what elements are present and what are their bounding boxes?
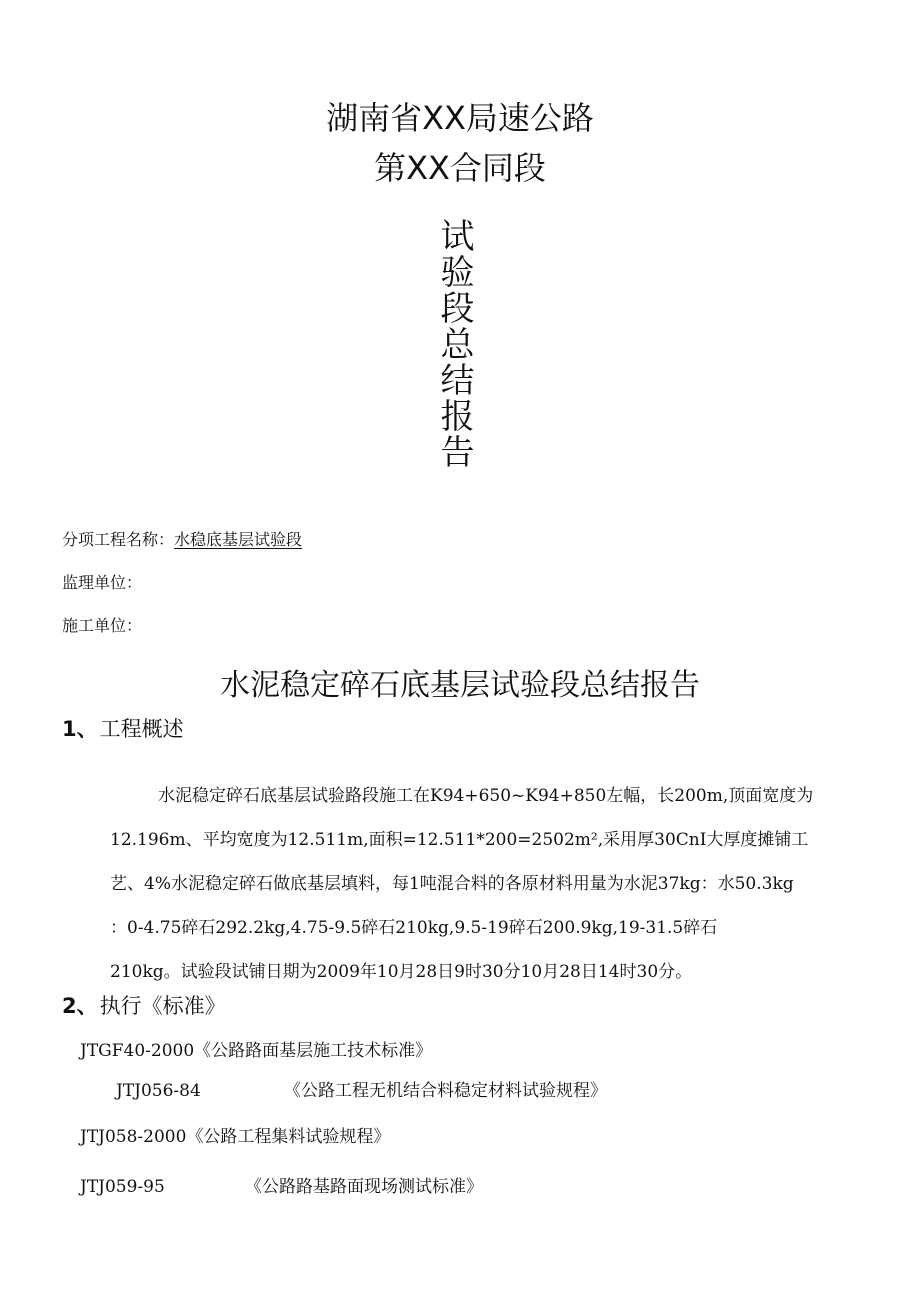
standard-item <box>80 1126 390 1148</box>
standard-name: 《公路路基路面现场测试标准》 <box>245 1177 483 1197</box>
supervisor-label: 监理单位： <box>62 573 143 592</box>
section-1-number: 1、 <box>62 717 98 741</box>
section-2-number: 2、 <box>62 994 98 1018</box>
standard-name: 《公路工程无机结合料稳定材料试验规程》 <box>284 1081 607 1101</box>
supervisor-field <box>62 573 142 593</box>
standard-item <box>116 1080 607 1102</box>
contractor-field <box>62 616 142 636</box>
cover-title-line-2: 第XX合同段 <box>374 149 546 187</box>
section-2-title: 执行《标准》 <box>99 994 226 1018</box>
contractor-label: 施工单位： <box>62 616 143 635</box>
standard-name: 《公路路面基层施工技术标准》 <box>194 1041 433 1061</box>
standard-name: 《公路工程集料试验规程》 <box>186 1127 391 1147</box>
standard-code: JTJ059-95 <box>80 1177 165 1197</box>
paragraph-line: 艺、4%水泥稳定碎石做底基层填料，每1吨混合料的各原材料用量为水泥37kg：水50.3kg <box>110 874 794 894</box>
report-title: 水泥稳定碎石底基层试验段总结报告 <box>220 668 700 703</box>
paragraph-line: ：0-4.75碎石292.2kg,4.75-9.5碎石210kg,9.5-19碎石200.9kg,19-31.5碎石 <box>110 918 718 938</box>
standard-code: JTGF40-2000 <box>80 1041 195 1061</box>
standard-code: JTJ058-2000 <box>80 1127 187 1147</box>
project-overview-paragraph <box>110 774 858 994</box>
paragraph-line: 210kg。试验段试铺日期为2009年10月28日9时30分10月28日14时30分。 <box>110 962 693 982</box>
cover-title-line-1: 湖南省XX局速公路 <box>326 99 594 137</box>
paragraph-line: 水泥稳定碎石底基层试验路段施工在K94+650~K94+850左幅，长200m,顶面宽度为 <box>158 786 814 806</box>
project-name-label: 分项工程名称： <box>62 530 175 549</box>
project-name-field <box>62 530 302 550</box>
standard-code: JTJ056-84 <box>116 1081 201 1101</box>
standard-item <box>80 1040 432 1062</box>
section-1-heading <box>62 716 184 742</box>
vertical-report-title: 试验段总结报告 <box>434 218 474 470</box>
standard-item <box>80 1176 483 1198</box>
section-1-title: 工程概述 <box>99 717 184 741</box>
paragraph-line: 12.196m、平均宽度为12.511m,面积=12.511*200=2502m²,采用厚30CnI大厚度摊铺工 <box>110 830 809 850</box>
section-2-heading <box>62 993 226 1019</box>
project-name-value: 水稳底基层试验段 <box>174 530 303 549</box>
